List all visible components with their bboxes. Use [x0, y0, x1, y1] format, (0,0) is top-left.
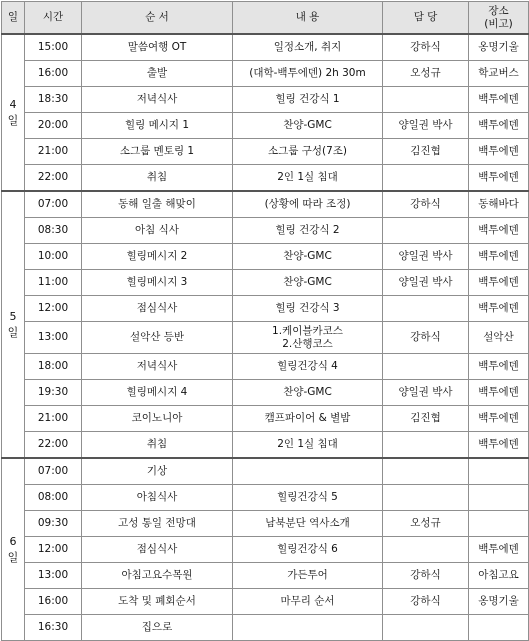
content-cell: 찬양-GMC [233, 380, 383, 406]
table-row [2, 87, 529, 113]
person-cell [383, 165, 469, 192]
time-cell: 09:30 [25, 511, 82, 537]
table-row [2, 244, 529, 270]
table-row [2, 589, 529, 615]
content-line: 2.산행코스 [282, 337, 333, 350]
order-cell: 동해 일출 해맞이 [82, 191, 233, 218]
table-row [2, 615, 529, 641]
day-label: 일 [7, 113, 19, 127]
time-cell: 08:30 [25, 218, 82, 244]
person-cell [383, 296, 469, 322]
content-cell: 힐링건강식 5 [233, 485, 383, 511]
place-cell: 백투에덴 [469, 296, 529, 322]
table-row [2, 270, 529, 296]
content-cell: 힐링 건강식 1 [233, 87, 383, 113]
place-cell: 백투에덴 [469, 406, 529, 432]
header-time: 시간 [25, 2, 82, 35]
person-cell: 양일권 박사 [383, 244, 469, 270]
table-row [2, 34, 529, 61]
place-cell: 옹명기울 [469, 34, 529, 61]
content-line: 1.케이블카코스 [272, 324, 343, 337]
place-cell: 백투에덴 [469, 218, 529, 244]
time-cell: 12:00 [25, 537, 82, 563]
time-cell: 07:00 [25, 458, 82, 485]
table-row [2, 485, 529, 511]
person-cell [383, 615, 469, 641]
content-cell: 힐링건강식 6 [233, 537, 383, 563]
day-cell-6 [2, 458, 25, 641]
order-cell: 코이노니아 [82, 406, 233, 432]
order-cell: 힐링 메시지 1 [82, 113, 233, 139]
content-cell: 소그룹 구성(7조) [233, 139, 383, 165]
header-day: 일 [2, 2, 25, 35]
order-cell: 취침 [82, 432, 233, 459]
content-cell: 2인 1실 침대 [233, 432, 383, 459]
table-row [2, 191, 529, 218]
time-cell: 20:00 [25, 113, 82, 139]
time-cell: 22:00 [25, 165, 82, 192]
order-cell: 점심식사 [82, 296, 233, 322]
content-cell [233, 615, 383, 641]
time-cell: 13:00 [25, 563, 82, 589]
time-cell: 16:00 [25, 589, 82, 615]
order-cell: 출발 [82, 61, 233, 87]
order-cell: 아침 식사 [82, 218, 233, 244]
place-cell: 백투에덴 [469, 354, 529, 380]
time-cell: 21:00 [25, 406, 82, 432]
order-cell: 설악산 등반 [82, 322, 233, 354]
place-cell: 백투에덴 [469, 139, 529, 165]
table-row [2, 406, 529, 432]
time-cell: 08:00 [25, 485, 82, 511]
place-cell [469, 485, 529, 511]
person-cell: 강하식 [383, 191, 469, 218]
table-row [2, 165, 529, 192]
content-cell: 찬양-GMC [233, 113, 383, 139]
order-cell: 힐링메시지 2 [82, 244, 233, 270]
place-cell: 백투에덴 [469, 113, 529, 139]
person-cell [383, 87, 469, 113]
time-cell: 10:00 [25, 244, 82, 270]
content-cell: 남북분단 역사소개 [233, 511, 383, 537]
time-cell: 15:00 [25, 34, 82, 61]
day-cell-4 [2, 34, 25, 191]
table-row [2, 296, 529, 322]
day-number: 5 [9, 309, 17, 323]
person-cell: 김진협 [383, 406, 469, 432]
place-cell: 백투에덴 [469, 380, 529, 406]
person-cell: 강하식 [383, 322, 469, 354]
place-cell: 학교버스 [469, 61, 529, 87]
table-row [2, 432, 529, 459]
place-cell [469, 615, 529, 641]
person-cell [383, 354, 469, 380]
person-cell [383, 485, 469, 511]
content-cell [233, 322, 383, 354]
table-row [2, 354, 529, 380]
table-row [2, 139, 529, 165]
place-cell: 백투에덴 [469, 270, 529, 296]
order-cell: 말씀여행 OT [82, 34, 233, 61]
order-cell: 소그룹 멘토링 1 [82, 139, 233, 165]
place-cell: 백투에덴 [469, 432, 529, 459]
place-cell: 아침고요 [469, 563, 529, 589]
time-cell: 18:00 [25, 354, 82, 380]
header-order: 순 서 [82, 2, 233, 35]
table-row [2, 537, 529, 563]
person-cell: 오성규 [383, 511, 469, 537]
order-cell: 점심식사 [82, 537, 233, 563]
table-row [2, 511, 529, 537]
header-person: 담 당 [383, 2, 469, 35]
person-cell: 양일권 박사 [383, 113, 469, 139]
person-cell: 김진협 [383, 139, 469, 165]
time-cell: 12:00 [25, 296, 82, 322]
table-row [2, 61, 529, 87]
order-cell: 취침 [82, 165, 233, 192]
header-place-line1: 장소 [488, 4, 509, 17]
place-cell: 백투에덴 [469, 165, 529, 192]
order-cell: 기상 [82, 458, 233, 485]
place-cell: 백투에덴 [469, 87, 529, 113]
content-cell: 찬양-GMC [233, 270, 383, 296]
content-cell: 캠프파이어 & 별밤 [233, 406, 383, 432]
person-cell: 양일권 박사 [383, 270, 469, 296]
place-cell [469, 511, 529, 537]
order-cell: 집으로 [82, 615, 233, 641]
content-cell: 힐링 건강식 2 [233, 218, 383, 244]
time-cell: 16:00 [25, 61, 82, 87]
day-label: 일 [7, 550, 19, 564]
day-number: 4 [9, 97, 17, 111]
header-place [469, 2, 529, 35]
day-label: 일 [7, 325, 19, 339]
time-cell: 22:00 [25, 432, 82, 459]
person-cell [383, 218, 469, 244]
place-cell: 백투에덴 [469, 244, 529, 270]
place-cell: 백투에덴 [469, 537, 529, 563]
table-row [2, 563, 529, 589]
person-cell: 오성규 [383, 61, 469, 87]
place-cell [469, 458, 529, 485]
day-cell-5 [2, 191, 25, 458]
person-cell: 강하식 [383, 34, 469, 61]
time-cell: 07:00 [25, 191, 82, 218]
header-place-line2: (비고) [484, 17, 513, 30]
content-cell: (대학-백투에덴) 2h 30m [233, 61, 383, 87]
content-cell: 일정소개, 취지 [233, 34, 383, 61]
time-cell: 13:00 [25, 322, 82, 354]
content-cell: 힐링건강식 4 [233, 354, 383, 380]
person-cell: 양일권 박사 [383, 380, 469, 406]
table-row [2, 380, 529, 406]
table-row [2, 322, 529, 354]
place-cell: 옹명기울 [469, 589, 529, 615]
order-cell: 도착 및 폐회순서 [82, 589, 233, 615]
content-cell: (상황에 따라 조정) [233, 191, 383, 218]
content-cell: 마무리 순서 [233, 589, 383, 615]
order-cell: 힐링메시지 3 [82, 270, 233, 296]
time-cell: 19:30 [25, 380, 82, 406]
content-cell [233, 458, 383, 485]
header-content: 내 용 [233, 2, 383, 35]
order-cell: 아침고요수목원 [82, 563, 233, 589]
order-cell: 저녁식사 [82, 87, 233, 113]
order-cell: 아침식사 [82, 485, 233, 511]
table-row [2, 218, 529, 244]
content-cell: 2인 1실 침대 [233, 165, 383, 192]
content-cell: 찬양-GMC [233, 244, 383, 270]
order-cell: 고성 통일 전망대 [82, 511, 233, 537]
time-cell: 18:30 [25, 87, 82, 113]
person-cell: 강하식 [383, 563, 469, 589]
person-cell: 강하식 [383, 589, 469, 615]
time-cell: 11:00 [25, 270, 82, 296]
content-cell: 가든투어 [233, 563, 383, 589]
header-row [2, 2, 529, 35]
person-cell [383, 458, 469, 485]
person-cell [383, 432, 469, 459]
time-cell: 21:00 [25, 139, 82, 165]
order-cell: 힐링메시지 4 [82, 380, 233, 406]
person-cell [383, 537, 469, 563]
place-cell: 설악산 [469, 322, 529, 354]
table-row [2, 113, 529, 139]
table-row [2, 458, 529, 485]
time-cell: 16:30 [25, 615, 82, 641]
day-number: 6 [9, 534, 17, 548]
schedule-table [1, 1, 529, 641]
place-cell: 동해바다 [469, 191, 529, 218]
content-cell: 힐링 건강식 3 [233, 296, 383, 322]
order-cell: 저녁식사 [82, 354, 233, 380]
